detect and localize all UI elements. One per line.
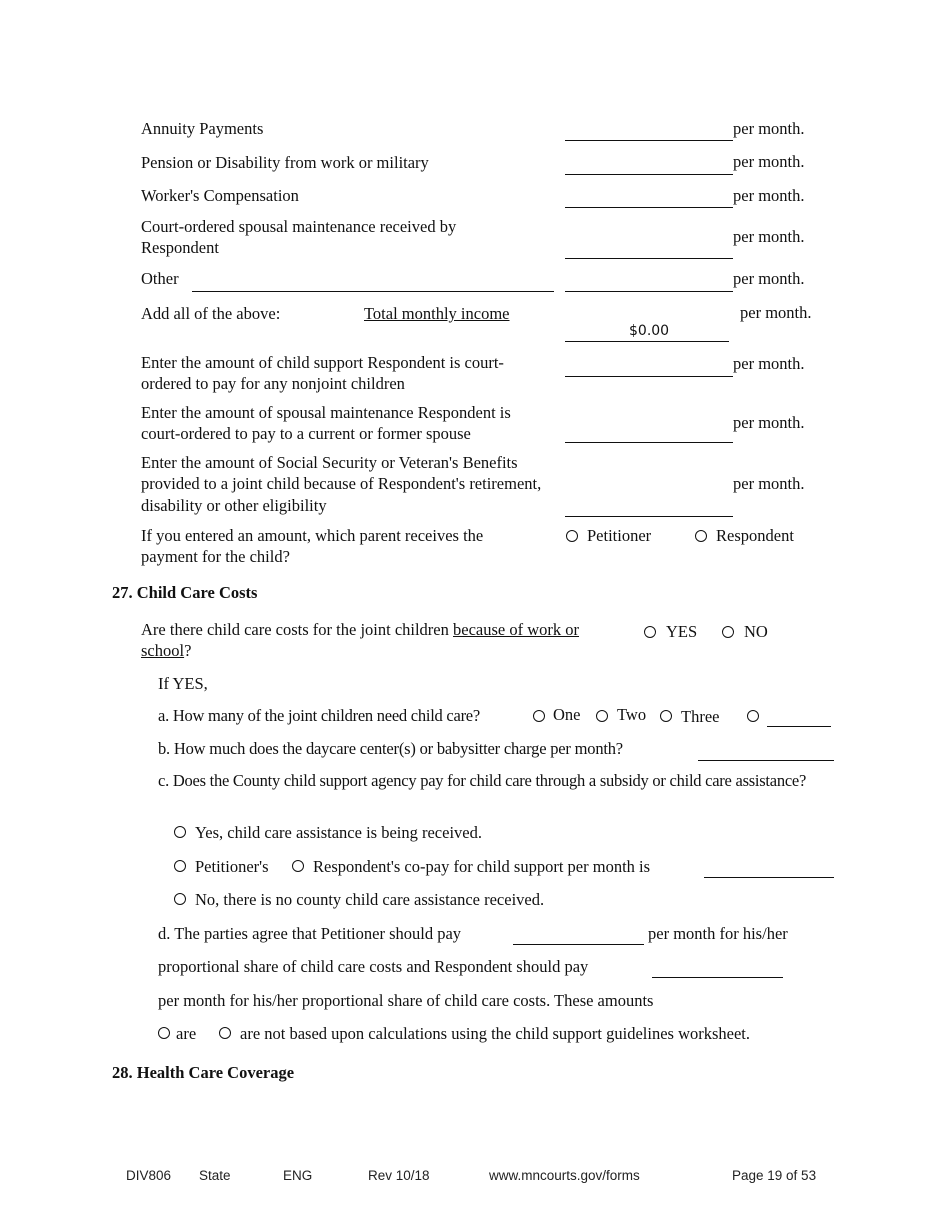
ss-benefits-label: Enter the amount of Social Security or Veteran's Benefits provided to a joint child because of Respondent's retirement, disability or other eligibility (141, 453, 542, 515)
per-month-text: per month. (733, 152, 805, 171)
add-all-label: Add all of the above: (141, 304, 281, 323)
respondent-radio[interactable] (695, 530, 707, 542)
child-support-nonjoint-field[interactable] (565, 376, 733, 377)
per-month-text: per month. (733, 186, 805, 205)
child-support-nonjoint-label: Enter the amount of child support Respondent is court-ordered to pay for any nonjoint children (141, 353, 504, 394)
question-b-label: b. How much does the daycare center(s) or babysitter charge per month? (158, 739, 623, 758)
yes-radio[interactable] (644, 626, 656, 638)
petitioner-radio[interactable] (566, 530, 578, 542)
question-d-line1: d. The parties agree that Petitioner should pay (158, 924, 462, 943)
respondent-label: Respondent (716, 526, 794, 545)
footer-language: ENG (283, 1168, 313, 1183)
petitioner-copay-radio[interactable] (174, 860, 186, 872)
annuity-field[interactable] (565, 140, 733, 141)
spousal-received-field[interactable] (565, 258, 733, 259)
total-monthly-income-value: $0.00 (629, 323, 670, 339)
one-radio[interactable] (533, 710, 545, 722)
spousal-paid-label: Enter the amount of spousal maintenance Respondent is court-ordered to pay to a current or former spouse (141, 403, 511, 444)
per-month-text: per month. (733, 413, 805, 432)
are-radio[interactable] (158, 1027, 170, 1039)
per-month-text: per month. (733, 227, 805, 246)
question-c-label: c. Does the County child support agency pay for child care through a subsidy or child care assistance? (158, 771, 807, 790)
no-label: NO (744, 622, 768, 641)
which-parent-label: If you entered an amount, which parent receives the payment for the child? (141, 526, 484, 567)
pension-label: Pension or Disability from work or military (141, 153, 429, 172)
are-label: are (176, 1024, 197, 1043)
per-month-text: per month. (733, 354, 805, 373)
footer-revision: Rev 10/18 (368, 1168, 430, 1183)
footer-url[interactable]: www.mncourts.gov/forms (489, 1168, 640, 1183)
copay-amount-field[interactable] (704, 877, 834, 878)
section-27-title: 27. Child Care Costs (112, 583, 258, 602)
total-monthly-income-label: Total monthly income (364, 304, 510, 323)
other-description-field[interactable] (192, 291, 554, 292)
per-month-text: per month. (733, 474, 805, 493)
annuity-label: Annuity Payments (141, 119, 264, 138)
no-radio[interactable] (722, 626, 734, 638)
other-amount-field[interactable] (565, 291, 733, 292)
three-label: Three (681, 707, 720, 726)
are-not-radio[interactable] (219, 1027, 231, 1039)
per-month-text: per month. (733, 269, 805, 288)
other-count-field[interactable] (767, 726, 831, 727)
respondent-share-field[interactable] (652, 977, 783, 978)
petitioner-share-field[interactable] (513, 944, 644, 945)
workers-comp-label: Worker's Compensation (141, 186, 299, 205)
one-label: One (553, 705, 581, 724)
footer-state: State (199, 1168, 231, 1183)
assistance-no-radio[interactable] (174, 893, 186, 905)
assistance-no-label: No, there is no county child care assistance received. (195, 890, 545, 909)
question-d-line2: proportional share of child care costs and Respondent should pay (158, 957, 589, 976)
spousal-received-label: Court-ordered spousal maintenance received by Respondent (141, 217, 457, 258)
two-label: Two (617, 705, 647, 724)
ss-benefits-field[interactable] (565, 516, 733, 517)
yes-label: YES (666, 622, 698, 641)
per-month-text: per month. (733, 119, 805, 138)
section-28-title: 28. Health Care Coverage (112, 1063, 295, 1082)
question-d-line3: per month for his/her proportional share of child care costs. These amounts (158, 991, 654, 1010)
other-label: Other (141, 269, 179, 288)
pension-field[interactable] (565, 174, 733, 175)
spousal-paid-field[interactable] (565, 442, 733, 443)
are-not-label: are not based upon calculations using the child support guidelines worksheet. (240, 1024, 751, 1043)
footer-form-id: DIV806 (126, 1168, 172, 1183)
total-field (565, 341, 729, 342)
other-count-radio[interactable] (747, 710, 759, 722)
respondent-copay-radio[interactable] (292, 860, 304, 872)
question-d-line1-end: per month for his/her (648, 924, 788, 943)
question-a-label: a. How many of the joint children need child care? (158, 706, 480, 725)
petitioner-copay-label: Petitioner's (195, 857, 269, 876)
two-radio[interactable] (596, 710, 608, 722)
per-month-text: per month. (740, 303, 812, 322)
daycare-charge-field[interactable] (698, 760, 834, 761)
assistance-yes-label: Yes, child care assistance is being received. (195, 823, 482, 842)
petitioner-label: Petitioner (587, 526, 652, 545)
child-care-question: Are there child care costs for the joint children because of work or school? (141, 620, 580, 661)
respondent-copay-label: Respondent's co-pay for child support per month is (313, 857, 651, 876)
three-radio[interactable] (660, 710, 672, 722)
workers-comp-field[interactable] (565, 207, 733, 208)
assistance-yes-radio[interactable] (174, 826, 186, 838)
footer-page-number: Page 19 of 53 (732, 1168, 817, 1183)
if-yes-label: If YES, (158, 674, 208, 693)
